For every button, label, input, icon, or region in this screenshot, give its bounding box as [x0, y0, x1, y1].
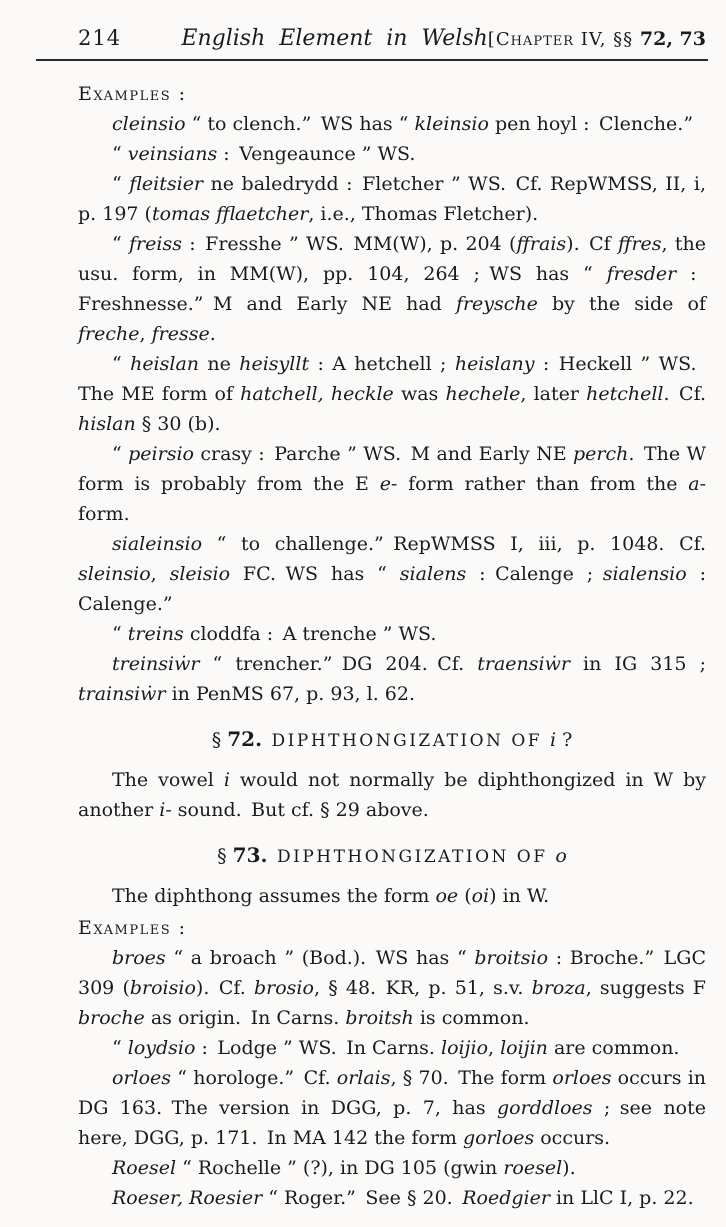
text-run: (: [458, 885, 472, 907]
para-veinsians: [78, 139, 706, 169]
text-run: broitsh: [345, 1007, 414, 1029]
para-roeser: [78, 1183, 706, 1213]
text-run: The vowel: [112, 769, 224, 791]
text-run: heislan: [130, 353, 200, 375]
text-run: tomas fflaetcher: [151, 203, 309, 225]
text-run: FC. WS has “: [230, 563, 400, 585]
text-run: §: [217, 845, 233, 867]
text-run: oi: [471, 885, 490, 907]
para-broes: [78, 943, 706, 1033]
text-run: ,: [488, 1037, 501, 1059]
text-run: sound. But cf. § 29 above.: [171, 799, 429, 821]
text-run: 73.: [232, 843, 268, 867]
text-run: “ Rochelle ” (?), in DG 105 (gwin: [176, 1157, 504, 1179]
text-run: freche: [78, 323, 140, 345]
text-run: ffres: [617, 233, 662, 255]
para-roesel: [78, 1153, 706, 1183]
page-header: [0, 0, 726, 57]
text-run: sleinsio: [78, 563, 151, 585]
text-run: gorddloes: [496, 1097, 593, 1119]
text-run: : A hetchell ;: [309, 353, 455, 375]
text-run: Roedgier: [462, 1187, 550, 1209]
text-run: ffrais: [516, 233, 567, 255]
text-run: hetchell: [586, 383, 664, 405]
text-run: cleinsio: [112, 113, 186, 135]
para-vowel-i: [78, 765, 706, 825]
text-run: orloes: [112, 1067, 172, 1089]
text-run: sleisio: [169, 563, 231, 585]
text-run: : Lodge ” WS. In Carns.: [195, 1037, 442, 1059]
text-run: i-: [159, 799, 172, 821]
text-run: occurs in DG 163. The version in DGG, p. 7, has: [78, 1067, 707, 1119]
text-run: ; see note here, DGG, p. 171. In MA 142 the form: [78, 1097, 706, 1149]
text-run: treinsiẇr: [112, 653, 200, 675]
text-run: as origin. In Carns.: [144, 1007, 346, 1029]
section-73-heading: [78, 840, 706, 872]
chapter-reference: [488, 28, 706, 50]
text-run: Roesel: [112, 1157, 177, 1179]
text-run: ). Cf.: [195, 977, 254, 999]
text-run: ).: [562, 1157, 576, 1179]
text-run: orlais: [336, 1067, 391, 1089]
text-run: hechele: [445, 383, 521, 405]
text-run: , i.e., Thomas Fletcher).: [308, 203, 539, 225]
text-run: “: [112, 623, 128, 645]
text-run: heislany: [454, 353, 535, 375]
text-run: veinsians: [127, 143, 218, 165]
text-run: kleinsio: [414, 113, 489, 135]
text-run: ,: [150, 563, 170, 585]
text-run: : Heckell ” WS. The ME form of: [78, 353, 706, 405]
text-run: roesel: [503, 1157, 563, 1179]
text-run: perch: [573, 443, 629, 465]
examples-label-2: [78, 913, 706, 943]
text-run: loijio: [441, 1037, 489, 1059]
text-run: : Vengeaunce ” WS.: [217, 143, 416, 165]
text-run: fresse: [151, 323, 210, 345]
text-run: loijin: [500, 1037, 548, 1059]
text-run: orloes: [552, 1067, 612, 1089]
text-run: “ to challenge.” RepWMSS I, iii, p. 1048. Cf.: [202, 533, 706, 555]
text-run: form rather than from the: [397, 473, 689, 495]
text-run: occurs.: [534, 1127, 611, 1149]
text-run: traensiẇr: [477, 653, 570, 675]
text-run: : Freshnesse.” M and Early NE had: [78, 263, 706, 315]
running-title: English Element in Welsh: [181, 26, 488, 51]
examples-label: [78, 79, 706, 109]
text-run: loydsio: [127, 1037, 196, 1059]
text-run: freysche: [455, 293, 538, 315]
section-numbers: 72, 73: [639, 28, 706, 50]
text-run: cloddfa : A trenche ” WS.: [183, 623, 437, 645]
para-cleinsio: [78, 109, 706, 139]
para-loydsio: [78, 1033, 706, 1063]
text-run: ne: [199, 353, 240, 375]
text-run: i: [549, 729, 557, 751]
para-treins: [78, 619, 706, 649]
text-run: broche: [78, 1007, 145, 1029]
section-72-heading: [78, 724, 706, 756]
text-run: broes: [112, 947, 166, 969]
text-run: ). Cf: [566, 233, 618, 255]
text-run: ne baledrydd : Fletcher ” WS. Cf. RepWMSS, II, i, p. 197 (: [78, 173, 706, 225]
text-run: , § 48. KR, p. 51, s.v.: [313, 977, 532, 999]
text-run: ,: [139, 323, 152, 345]
text-run: sialeinsio: [112, 533, 203, 555]
text-run: “ Roger.” See § 20.: [262, 1187, 463, 1209]
text-run: .: [209, 323, 216, 345]
text-run: form.: [78, 503, 130, 525]
page-number: 214: [78, 26, 122, 50]
para-freiss: [78, 229, 706, 349]
text-run: o: [555, 845, 567, 867]
text-run: broisio: [129, 977, 196, 999]
text-run: §: [211, 729, 228, 751]
text-run: by the side of: [537, 293, 706, 315]
text-run: freiss: [129, 233, 182, 255]
text-run: hatchell, heckle: [240, 383, 394, 405]
text-run: gorloes: [463, 1127, 535, 1149]
text-run: is common.: [413, 1007, 530, 1029]
text-run: : Calenge.”: [78, 563, 706, 615]
para-orloes: [78, 1063, 706, 1153]
para-sialeinsio: [78, 529, 706, 619]
text-run: 72.: [227, 727, 263, 751]
text-run: DIPHTHONGIZATION OF: [271, 731, 550, 751]
text-run: pen hoyl : Clenche.”: [488, 113, 694, 135]
para-peirsio: [78, 439, 706, 529]
text-run: “ a broach ” (Bod.). WS has “: [165, 947, 475, 969]
text-run: Examples :: [78, 917, 187, 939]
text-run: heisyllt: [239, 353, 310, 375]
text-run: hislan: [78, 413, 136, 435]
text-run: oe: [435, 885, 459, 907]
text-run: Roeser, Roesier: [112, 1187, 263, 1209]
text-run: § 30 (b).: [135, 413, 221, 435]
text-run: “: [112, 173, 130, 195]
text-run: are common.: [547, 1037, 680, 1059]
chapter-label: [Chapter IV, §§: [487, 29, 640, 50]
text-run: in PenMS 67, p. 93, l. 62.: [165, 683, 415, 705]
text-run: crasy : Parche ” WS. M and Early NE: [193, 443, 573, 465]
text-run: : Broche.” LGC 309 (: [78, 947, 706, 999]
text-run: sialens: [399, 563, 467, 585]
text-run: ) in W.: [489, 885, 550, 907]
text-run: [267, 845, 277, 867]
text-run: was: [393, 383, 446, 405]
text-run: i: [223, 769, 230, 791]
text-run: ?: [556, 729, 573, 751]
para-fleitsier: [78, 169, 706, 229]
text-run: in LlC I, p. 22.: [549, 1187, 694, 1209]
text-run: fresder: [606, 263, 677, 285]
text-run: Examples :: [78, 83, 187, 105]
text-content: [0, 61, 726, 1213]
text-run: broza: [531, 977, 586, 999]
text-run: trainsiẇr: [78, 683, 166, 705]
text-run: . The W form is probably from the E: [78, 443, 707, 495]
para-treinsiwr: [78, 649, 706, 709]
text-run: sialensio: [602, 563, 687, 585]
text-run: , later: [520, 383, 587, 405]
para-heislan: [78, 349, 706, 439]
text-run: The diphthong assumes the form: [112, 885, 436, 907]
text-run: e-: [379, 473, 398, 495]
text-run: brosio: [254, 977, 314, 999]
para-diphthong-oe: [78, 881, 706, 911]
text-run: “ to clench.” WS has “: [185, 113, 415, 135]
text-run: “: [112, 143, 128, 165]
text-run: “: [112, 1037, 128, 1059]
text-run: [262, 729, 272, 751]
text-run: treins: [127, 623, 184, 645]
text-run: “ trencher.” DG 204. Cf.: [199, 653, 478, 675]
text-run: “ horologe.” Cf.: [171, 1067, 337, 1089]
text-run: DIPHTHONGIZATION OF: [276, 847, 556, 867]
text-run: : Fresshe ” WS. MM(W), p. 204 (: [181, 233, 517, 255]
text-run: : Calenge ;: [466, 563, 603, 585]
text-run: broitsio: [474, 947, 549, 969]
text-run: “: [112, 233, 130, 255]
text-run: . Cf.: [663, 383, 706, 405]
text-run: in IG 315 ;: [569, 653, 707, 675]
text-run: peirsio: [128, 443, 194, 465]
text-run: , § 70. The form: [390, 1067, 553, 1089]
text-run: , the usu. form, in MM(W), pp. 104, 264 ; WS has “: [78, 233, 706, 285]
text-run: “: [112, 353, 131, 375]
text-run: , suggests F: [585, 977, 706, 999]
text-run: fleitsier: [129, 173, 204, 195]
text-run: a-: [688, 473, 706, 495]
text-run: “: [112, 443, 129, 465]
text-run: would not normally be diphthongized in W by another: [78, 769, 706, 821]
